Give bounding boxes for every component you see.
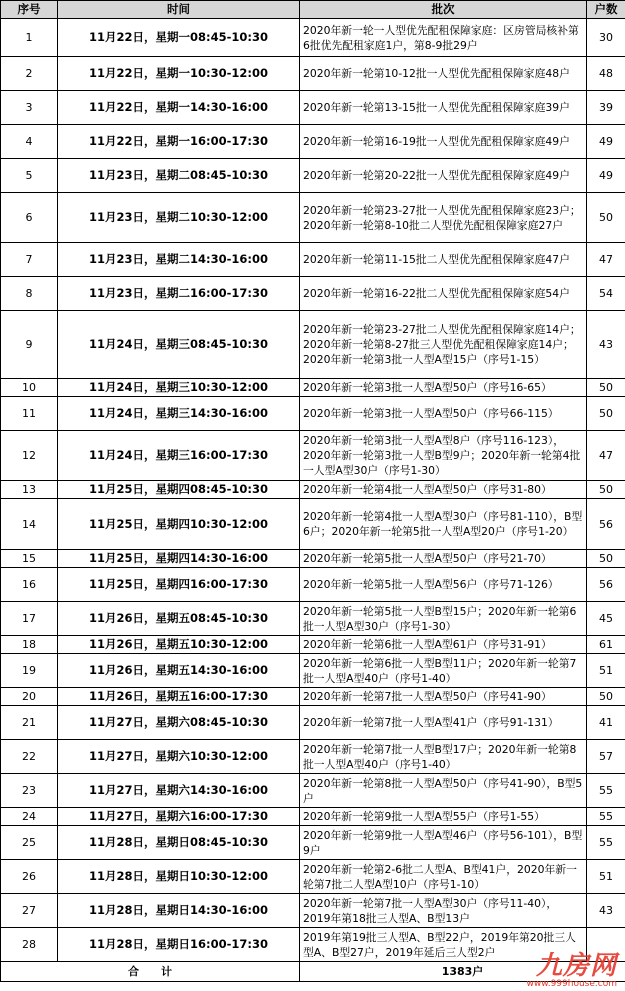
row-time: 11月25日，星期四16:00-17:30 bbox=[58, 568, 300, 602]
row-batch: 2020年新一轮第4批一人型A型50户（序号31-80） bbox=[300, 481, 587, 499]
table-row bbox=[1, 808, 625, 826]
row-batch: 2020年新一轮第3批一人型A型8户（序号116-123），2020年新一轮第3批一人型B型9户；2020年新一轮第4批一人型A型30户（序号1-30） bbox=[300, 431, 587, 481]
table-row bbox=[1, 397, 625, 431]
row-batch: 2020年新一轮第4批一人型A型30户（序号81-110），B型6户；2020年新一轮第5批一人型A型20户（序号1-20） bbox=[300, 499, 587, 550]
row-count: 41 bbox=[587, 706, 625, 740]
row-time: 11月22日，星期一14:30-16:00 bbox=[58, 91, 300, 125]
total-value: 1383户 bbox=[300, 962, 625, 982]
table-row bbox=[1, 243, 625, 277]
row-batch: 2020年新一轮第3批一人型A型50户（序号16-65） bbox=[300, 379, 587, 397]
row-count: 56 bbox=[587, 568, 625, 602]
row-time: 11月24日，星期三14:30-16:00 bbox=[58, 397, 300, 431]
row-batch: 2020年新一轮第7批一人型A型30户（序号11-40），2019年第18批三人型A、B型13户 bbox=[300, 894, 587, 928]
row-index: 20 bbox=[1, 688, 58, 706]
row-index: 2 bbox=[1, 57, 58, 91]
row-count: 43 bbox=[587, 311, 625, 379]
row-index: 15 bbox=[1, 550, 58, 568]
row-count: 50 bbox=[587, 193, 625, 243]
row-batch: 2020年新一轮一人型优先配租保障家庭：区房管局核补第6批优先配租家庭1户，第8-9批29户 bbox=[300, 19, 587, 57]
row-time: 11月24日，星期三16:00-17:30 bbox=[58, 431, 300, 481]
row-time: 11月23日，星期二10:30-12:00 bbox=[58, 193, 300, 243]
row-count: 55 bbox=[587, 808, 625, 826]
total-label: 合 计 bbox=[1, 962, 300, 982]
row-count: 55 bbox=[587, 774, 625, 808]
row-batch: 2020年新一轮第5批一人型B型15户；2020年新一轮第6批一人型A型30户（序号1-30） bbox=[300, 602, 587, 636]
table-row bbox=[1, 602, 625, 636]
row-batch: 2020年新一轮第6批一人型A型61户（序号31-91） bbox=[300, 636, 587, 654]
row-batch: 2020年新一轮第13-15批一人型优先配租保障家庭39户 bbox=[300, 91, 587, 125]
row-batch: 2019年第19批三人型A、B型22户，2019年第20批三人型A、B型27户，2019年延后三人型2户 bbox=[300, 928, 587, 962]
row-count bbox=[587, 928, 625, 962]
row-count: 49 bbox=[587, 125, 625, 159]
header-time: 时间 bbox=[58, 1, 300, 19]
row-index: 25 bbox=[1, 826, 58, 860]
row-count: 30 bbox=[587, 19, 625, 57]
row-index: 5 bbox=[1, 159, 58, 193]
row-index: 1 bbox=[1, 19, 58, 57]
header-index: 序号 bbox=[1, 1, 58, 19]
row-count: 55 bbox=[587, 826, 625, 860]
row-index: 4 bbox=[1, 125, 58, 159]
row-time: 11月27日，星期六08:45-10:30 bbox=[58, 706, 300, 740]
table-row bbox=[1, 193, 625, 243]
watermark-url: www.999house.com bbox=[526, 979, 617, 989]
table-row bbox=[1, 431, 625, 481]
row-batch: 2020年新一轮第9批一人型A型46户（序号56-101），B型9户 bbox=[300, 826, 587, 860]
header-batch: 批次 bbox=[300, 1, 587, 19]
row-batch: 2020年新一轮第8批一人型A型50户（序号41-90），B型5户 bbox=[300, 774, 587, 808]
row-batch: 2020年新一轮第20-22批一人型优先配租保障家庭49户 bbox=[300, 159, 587, 193]
row-count: 50 bbox=[587, 397, 625, 431]
row-time: 11月28日，星期日14:30-16:00 bbox=[58, 894, 300, 928]
row-batch: 2020年新一轮第23-27批二人型优先配租保障家庭14户；2020年新一轮第8-27批三人型优先配租保障家庭14户；2020年新一轮第3批一人型A型15户（序号1-15） bbox=[300, 311, 587, 379]
row-batch: 2020年新一轮第5批一人型A型56户（序号71-126） bbox=[300, 568, 587, 602]
row-count: 50 bbox=[587, 379, 625, 397]
row-time: 11月24日，星期三10:30-12:00 bbox=[58, 379, 300, 397]
row-batch: 2020年新一轮第16-19批一人型优先配租保障家庭49户 bbox=[300, 125, 587, 159]
row-count: 50 bbox=[587, 550, 625, 568]
table-row bbox=[1, 277, 625, 311]
row-batch: 2020年新一轮第23-27批一人型优先配租保障家庭23户；2020年新一轮第8-10批二人型优先配租保障家庭27户 bbox=[300, 193, 587, 243]
row-time: 11月27日，星期六14:30-16:00 bbox=[58, 774, 300, 808]
table-row bbox=[1, 568, 625, 602]
row-index: 16 bbox=[1, 568, 58, 602]
row-count: 50 bbox=[587, 688, 625, 706]
table-row bbox=[1, 740, 625, 774]
watermark-logo: 九房网 bbox=[535, 951, 617, 981]
row-count: 54 bbox=[587, 277, 625, 311]
row-count: 47 bbox=[587, 243, 625, 277]
row-count: 49 bbox=[587, 159, 625, 193]
row-index: 24 bbox=[1, 808, 58, 826]
row-batch: 2020年新一轮第7批一人型A型50户（序号41-90） bbox=[300, 688, 587, 706]
table-row bbox=[1, 91, 625, 125]
row-count: 57 bbox=[587, 740, 625, 774]
row-count: 39 bbox=[587, 91, 625, 125]
table-row bbox=[1, 550, 625, 568]
row-batch: 2020年新一轮第5批一人型A型50户（序号21-70） bbox=[300, 550, 587, 568]
row-time: 11月25日，星期四10:30-12:00 bbox=[58, 499, 300, 550]
row-time: 11月25日，星期四08:45-10:30 bbox=[58, 481, 300, 499]
row-index: 8 bbox=[1, 277, 58, 311]
row-index: 9 bbox=[1, 311, 58, 379]
row-time: 11月26日，星期五08:45-10:30 bbox=[58, 602, 300, 636]
row-index: 28 bbox=[1, 928, 58, 962]
row-time: 11月26日，星期五16:00-17:30 bbox=[58, 688, 300, 706]
row-batch: 2020年新一轮第3批一人型A型50户（序号66-115） bbox=[300, 397, 587, 431]
row-count: 47 bbox=[587, 431, 625, 481]
row-count: 45 bbox=[587, 602, 625, 636]
row-index: 12 bbox=[1, 431, 58, 481]
table-row bbox=[1, 636, 625, 654]
table-row bbox=[1, 57, 625, 91]
row-time: 11月28日，星期日16:00-17:30 bbox=[58, 928, 300, 962]
row-count: 50 bbox=[587, 481, 625, 499]
row-time: 11月28日，星期日08:45-10:30 bbox=[58, 826, 300, 860]
row-count: 48 bbox=[587, 57, 625, 91]
row-index: 27 bbox=[1, 894, 58, 928]
row-time: 11月23日，星期二08:45-10:30 bbox=[58, 159, 300, 193]
row-index: 17 bbox=[1, 602, 58, 636]
table-row bbox=[1, 860, 625, 894]
row-batch: 2020年新一轮第9批一人型A型55户（序号1-55） bbox=[300, 808, 587, 826]
row-time: 11月23日，星期二16:00-17:30 bbox=[58, 277, 300, 311]
row-index: 22 bbox=[1, 740, 58, 774]
row-index: 11 bbox=[1, 397, 58, 431]
table-row bbox=[1, 774, 625, 808]
row-time: 11月25日，星期四14:30-16:00 bbox=[58, 550, 300, 568]
row-time: 11月22日，星期一16:00-17:30 bbox=[58, 125, 300, 159]
header-row bbox=[1, 1, 625, 19]
row-time: 11月22日，星期一10:30-12:00 bbox=[58, 57, 300, 91]
row-index: 19 bbox=[1, 654, 58, 688]
row-time: 11月22日，星期一08:45-10:30 bbox=[58, 19, 300, 57]
row-count: 61 bbox=[587, 636, 625, 654]
total-row bbox=[1, 962, 625, 982]
row-index: 14 bbox=[1, 499, 58, 550]
row-batch: 2020年新一轮第10-12批一人型优先配租保障家庭48户 bbox=[300, 57, 587, 91]
row-index: 21 bbox=[1, 706, 58, 740]
row-count: 51 bbox=[587, 860, 625, 894]
row-time: 11月28日，星期日10:30-12:00 bbox=[58, 860, 300, 894]
table-row bbox=[1, 379, 625, 397]
row-index: 18 bbox=[1, 636, 58, 654]
row-index: 6 bbox=[1, 193, 58, 243]
row-index: 26 bbox=[1, 860, 58, 894]
row-batch: 2020年新一轮第2-6批二人型A、B型41户，2020年新一轮第7批二人型A型10户（序号1-10） bbox=[300, 860, 587, 894]
table-row bbox=[1, 688, 625, 706]
row-index: 7 bbox=[1, 243, 58, 277]
row-index: 10 bbox=[1, 379, 58, 397]
row-time: 11月26日，星期五14:30-16:00 bbox=[58, 654, 300, 688]
row-batch: 2020年新一轮第7批一人型A型41户（序号91-131） bbox=[300, 706, 587, 740]
row-batch: 2020年新一轮第6批一人型B型11户；2020年新一轮第7批一人型A型40户（序号1-40） bbox=[300, 654, 587, 688]
row-batch: 2020年新一轮第16-22批二人型优先配租保障家庭54户 bbox=[300, 277, 587, 311]
row-batch: 2020年新一轮第7批一人型B型17户；2020年新一轮第8批一人型A型40户（序号1-40） bbox=[300, 740, 587, 774]
header-count: 户数 bbox=[587, 1, 625, 19]
table-row bbox=[1, 894, 625, 928]
table-row bbox=[1, 159, 625, 193]
row-time: 11月27日，星期六10:30-12:00 bbox=[58, 740, 300, 774]
table-row bbox=[1, 481, 625, 499]
row-time: 11月24日，星期三08:45-10:30 bbox=[58, 311, 300, 379]
table-row bbox=[1, 311, 625, 379]
table-row bbox=[1, 706, 625, 740]
row-count: 43 bbox=[587, 894, 625, 928]
table-row bbox=[1, 499, 625, 550]
row-index: 13 bbox=[1, 481, 58, 499]
row-time: 11月27日，星期六16:00-17:30 bbox=[58, 808, 300, 826]
table-row bbox=[1, 654, 625, 688]
table-row bbox=[1, 826, 625, 860]
row-index: 3 bbox=[1, 91, 58, 125]
row-time: 11月26日，星期五10:30-12:00 bbox=[58, 636, 300, 654]
table-row bbox=[1, 928, 625, 962]
row-count: 56 bbox=[587, 499, 625, 550]
table-row bbox=[1, 19, 625, 57]
row-time: 11月23日，星期二14:30-16:00 bbox=[58, 243, 300, 277]
table-row bbox=[1, 125, 625, 159]
row-batch: 2020年新一轮第11-15批二人型优先配租保障家庭47户 bbox=[300, 243, 587, 277]
row-count: 51 bbox=[587, 654, 625, 688]
row-index: 23 bbox=[1, 774, 58, 808]
